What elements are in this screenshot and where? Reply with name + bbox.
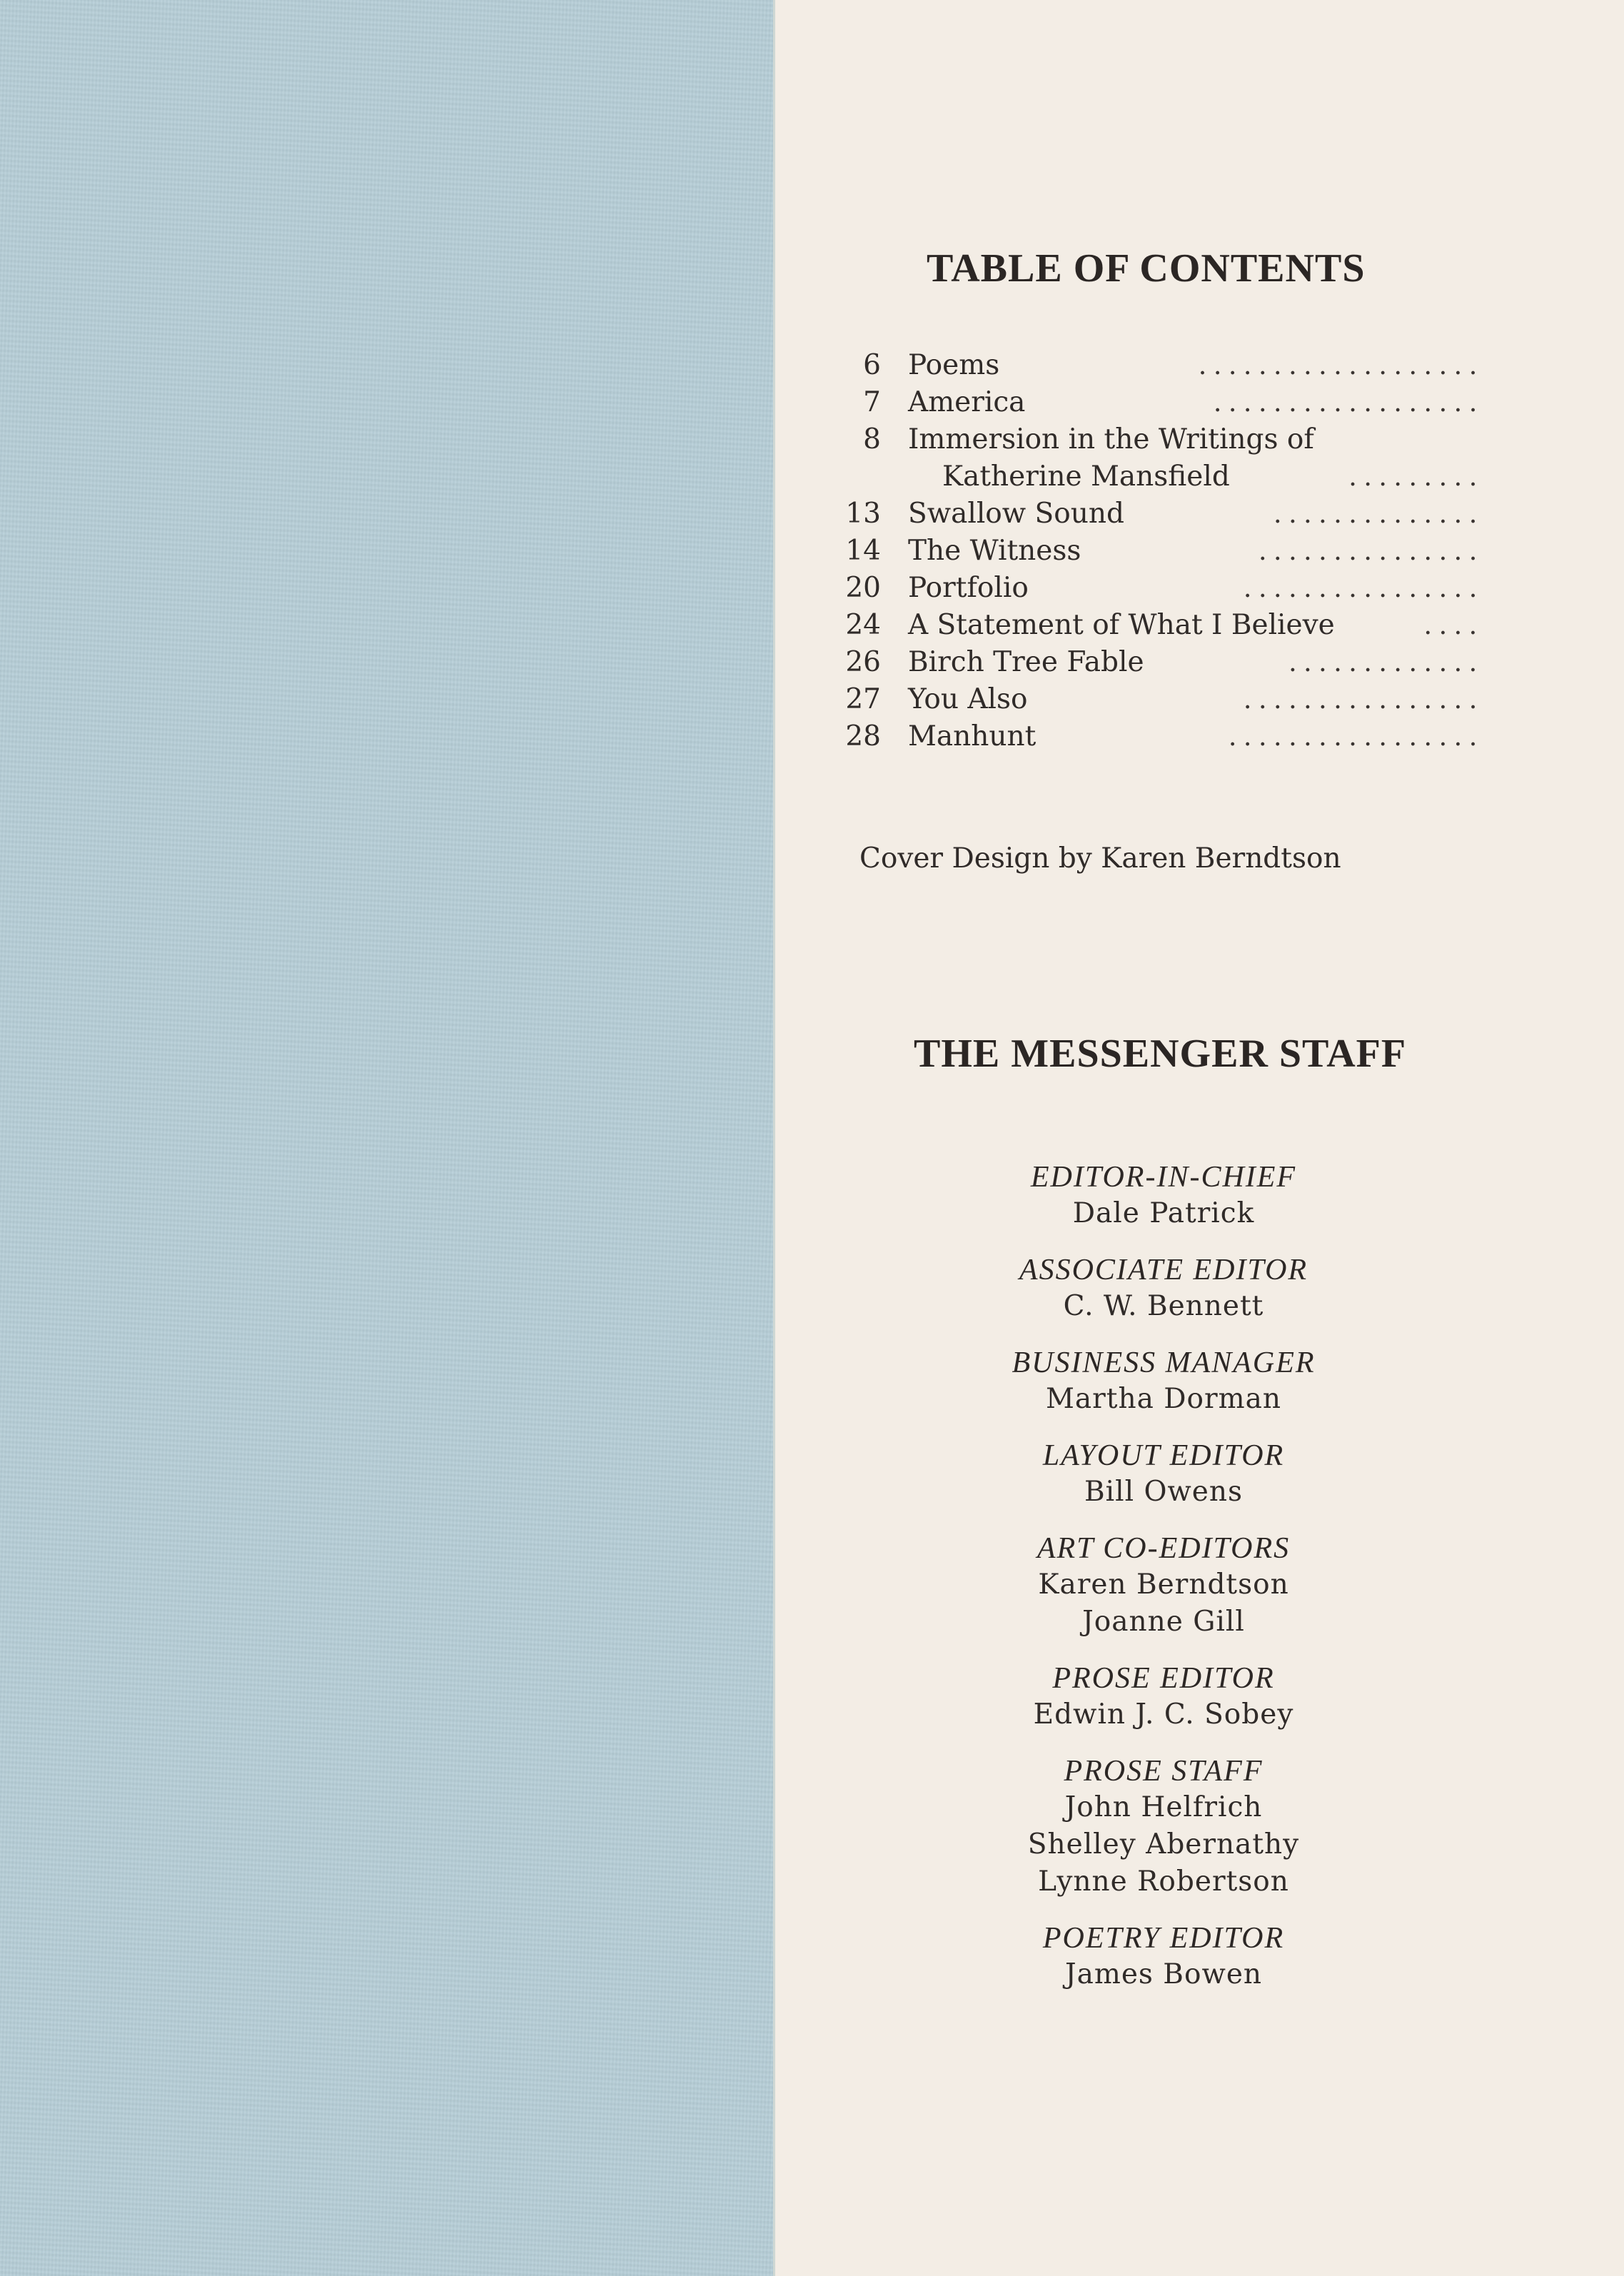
toc-title: A Statement of What I Believe bbox=[908, 609, 1335, 641]
toc-title: Immersion in the Writings of bbox=[908, 423, 1314, 455]
toc-entry[interactable] bbox=[845, 495, 1485, 533]
toc-leader-dots: ............. bbox=[1289, 655, 1485, 676]
staff-role-title: ASSOCIATE EDITOR bbox=[1019, 1254, 1308, 1286]
staff-member-name: Martha Dorman bbox=[1045, 1383, 1281, 1415]
staff-member-name: Joanne Gill bbox=[1082, 1606, 1245, 1638]
toc-title: Portfolio bbox=[908, 572, 1029, 604]
toc-entry[interactable] bbox=[845, 644, 1485, 681]
staff-role-block bbox=[985, 1252, 1342, 1325]
toc-entry[interactable] bbox=[845, 681, 1485, 718]
toc-heading: TABLE OF CONTENTS bbox=[927, 246, 1366, 291]
staff-member-name: Lynne Robertson bbox=[1038, 1865, 1289, 1898]
toc-page-number: 7 bbox=[863, 386, 881, 418]
staff-role-title: POETRY EDITOR bbox=[1042, 1922, 1285, 1955]
toc-leader-dots: .... bbox=[1424, 618, 1485, 639]
staff-list bbox=[985, 1159, 1342, 2013]
toc-entry[interactable] bbox=[849, 384, 1485, 421]
staff-member-name: Dale Patrick bbox=[1072, 1197, 1255, 1229]
staff-role-title: LAYOUT EDITOR bbox=[1042, 1439, 1285, 1472]
blue-cover-panel bbox=[0, 0, 773, 2276]
toc-entry[interactable] bbox=[845, 570, 1485, 607]
toc-title: Swallow Sound bbox=[908, 498, 1124, 530]
staff-member-name: C. W. Bennett bbox=[1063, 1290, 1264, 1322]
cover-design-credit: Cover Design by Karen Berndtson bbox=[859, 842, 1341, 875]
staff-role-title: EDITOR-IN-CHIEF bbox=[1030, 1161, 1297, 1194]
toc-title: Birch Tree Fable bbox=[908, 646, 1144, 678]
table-of-contents bbox=[845, 347, 1485, 755]
staff-role-title: PROSE STAFF bbox=[1064, 1755, 1264, 1788]
toc-title: You Also bbox=[908, 683, 1028, 715]
toc-leader-dots: .............. bbox=[1274, 506, 1485, 528]
staff-role-block bbox=[985, 1661, 1342, 1733]
staff-member-name: James Bowen bbox=[1064, 1958, 1263, 1990]
staff-member-name: Karen Berndtson bbox=[1038, 1568, 1289, 1601]
toc-title: Katherine Mansfield bbox=[942, 460, 1230, 493]
toc-leader-dots: ............... bbox=[1259, 543, 1485, 565]
toc-page-number: 6 bbox=[863, 349, 881, 381]
staff-role-block bbox=[985, 1159, 1342, 1232]
toc-title: Manhunt bbox=[908, 720, 1037, 752]
toc-page-number: 26 bbox=[845, 646, 881, 678]
toc-leader-dots: .................. bbox=[1214, 395, 1485, 416]
toc-page-number: 14 bbox=[845, 535, 881, 567]
toc-entry-continuation[interactable] bbox=[849, 458, 1485, 495]
staff-member-name: John Helfrich bbox=[1064, 1791, 1263, 1823]
staff-role-title: ART CO-EDITORS bbox=[1037, 1532, 1291, 1565]
toc-leader-dots: ......... bbox=[1349, 469, 1485, 490]
toc-title: Poems bbox=[908, 349, 1000, 381]
toc-entry[interactable] bbox=[849, 347, 1485, 384]
toc-page-number: 27 bbox=[845, 683, 881, 715]
toc-entry[interactable] bbox=[845, 607, 1485, 644]
toc-page-number: 28 bbox=[845, 720, 881, 752]
staff-heading: THE MESSENGER STAFF bbox=[914, 1032, 1407, 1076]
toc-page-number: 8 bbox=[863, 423, 881, 455]
toc-leader-dots: ................. bbox=[1229, 729, 1485, 750]
toc-title: The Witness bbox=[908, 535, 1081, 567]
staff-role-title: PROSE EDITOR bbox=[1052, 1662, 1275, 1695]
staff-role-block bbox=[985, 1531, 1342, 1641]
staff-member-name: Shelley Abernathy bbox=[1027, 1828, 1300, 1860]
staff-role-block bbox=[985, 1920, 1342, 1993]
staff-member-name: Edwin J. C. Sobey bbox=[1033, 1698, 1294, 1731]
toc-page-number: 13 bbox=[845, 498, 881, 530]
toc-page-number: 24 bbox=[845, 609, 881, 641]
toc-entry[interactable] bbox=[845, 533, 1485, 570]
staff-role-title: BUSINESS MANAGER bbox=[1012, 1346, 1316, 1379]
toc-leader-dots: ................ bbox=[1244, 692, 1485, 713]
toc-leader-dots: ................... bbox=[1199, 358, 1485, 379]
staff-role-block bbox=[985, 1753, 1342, 1900]
toc-entry[interactable] bbox=[849, 421, 1485, 458]
staff-member-name: Bill Owens bbox=[1084, 1476, 1244, 1508]
toc-entry[interactable] bbox=[845, 718, 1485, 755]
staff-role-block bbox=[985, 1438, 1342, 1511]
staff-role-block bbox=[985, 1345, 1342, 1418]
toc-title: America bbox=[908, 386, 1026, 418]
toc-leader-dots: ................ bbox=[1244, 580, 1485, 602]
toc-page-number: 20 bbox=[845, 572, 881, 604]
